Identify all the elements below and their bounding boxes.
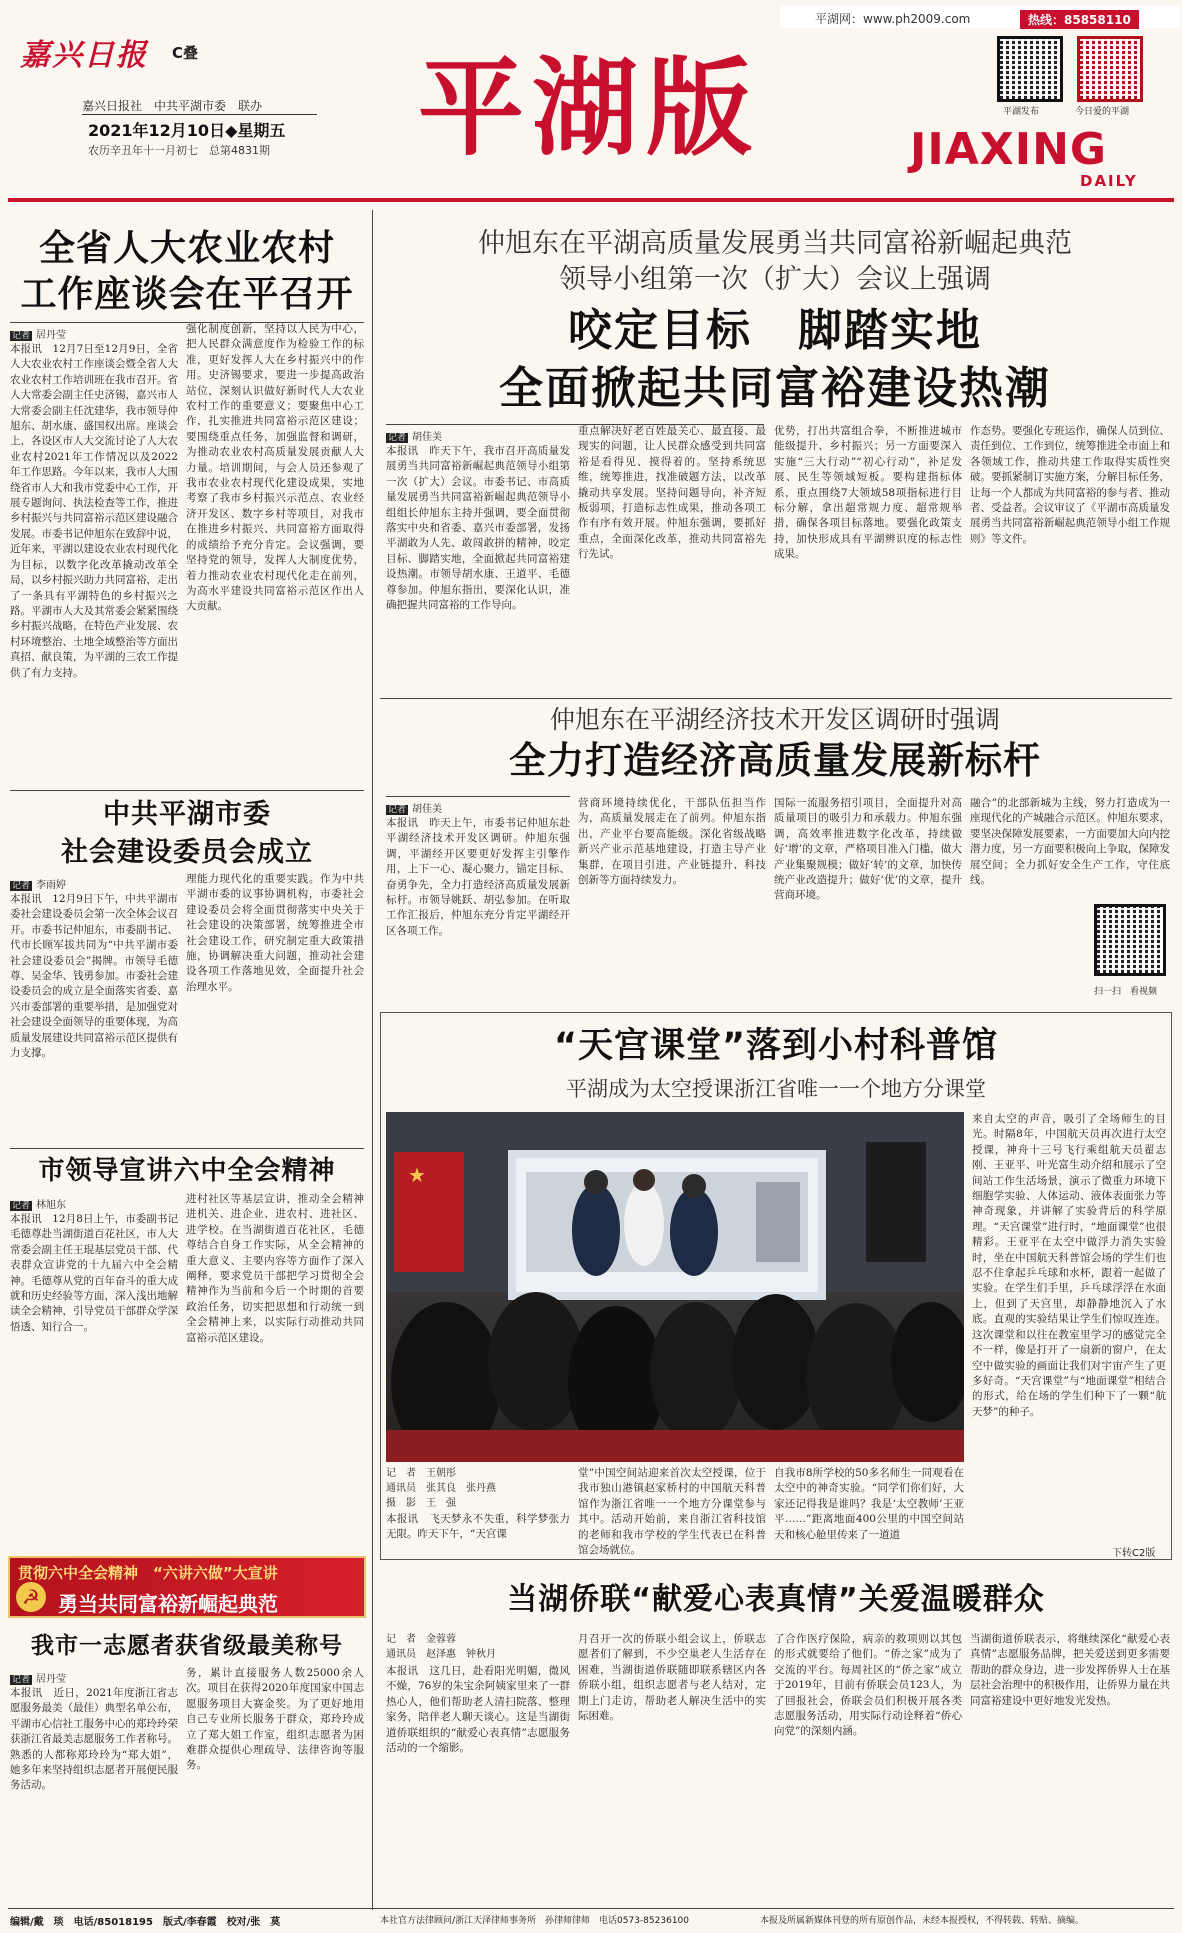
campaign-banner bbox=[8, 1556, 366, 1618]
footer-rule bbox=[8, 1908, 1174, 1909]
article-body: 营商环境持续优化，干部队伍担当作为，高质量发展走在了前列。仲旭东指出，产业平台要高能级。深化省级战略新兴产业示范基地建设，打造主导产业集群，在项目引进、产业链提升、科技创新等方面持续发力。 bbox=[578, 797, 766, 887]
date-rule bbox=[82, 114, 317, 115]
divider bbox=[386, 796, 570, 797]
article-body: 来自太空的声音，吸引了全场师生的目光。时隔8年，中国航天员再次进行太空授课，神舟十三号飞行乘组航天员翟志刚、王亚平、叶光富生动介绍和展示了空间站工作生活场景，演示了微重力环境下细胞学实验、人体运动、液体表面张力等神奇现象，并讲解了实验背后的科学原理。“天宫课堂”进行时，“地面课堂”也很精彩。王亚平在太空中做浮力消失实验时，坐在中国航天科普馆会场的学生们也忍不住拿起乒乓球和水杯，跟着一起做了实验。在学生们手里，乒乓球浮浮在水面上，但到了天宫里，却静静地沉入了水底。直观的实验结果让学生们惊叹连连。这次课堂和以往在教室里学习的感觉完全不一样，像是打开了一扇新的窗户，在太空中做实验的画面让我们对宇宙产生了更多好奇。“天宫课堂”与“地面课堂”相结合的形式，给在场的学生们种下了一颗“航天梦”的种子。 bbox=[972, 1113, 1166, 1418]
brand-en: JIAXING bbox=[910, 124, 1108, 175]
byline: 记者 林旭东 bbox=[12, 1200, 67, 1211]
banner-line1: 贯彻六中全会精神 “六讲六做”大宣讲 bbox=[18, 1564, 278, 1582]
footer-notice: 本报及所属新媒体刊登的所有原创作品，未经本报授权，不得转载、转贴、摘编。 bbox=[760, 1916, 1085, 1926]
kicker: 仲旭东在平湖高质量发展勇当共同富裕新崛起典范 领导小组第一次（扩大）会议上强调 bbox=[478, 228, 1072, 295]
brand-en-sub: DAILY bbox=[1080, 172, 1138, 190]
column-divider bbox=[372, 210, 373, 1910]
footer-address: 本社官方法律顾问/浙江天泽律师事务所 孙律师律师 电话0573-85236100 bbox=[380, 1916, 689, 1926]
continue-note: 下转C2版 bbox=[1112, 1548, 1156, 1559]
footer-editors: 编辑/戴 琰 电话/85018195 版式/李春霞 校对/张 莫 bbox=[10, 1917, 281, 1928]
byline: 记者 李雨婷 bbox=[12, 880, 67, 891]
qr-caption: 平湖发布 bbox=[1003, 107, 1040, 117]
byline: 记者 居丹莹 bbox=[12, 1674, 67, 1685]
qr-code-icon[interactable] bbox=[997, 36, 1063, 102]
byline: 记 者 王朝彤 通讯员 张其良 张丹燕 摄 影 王 强 bbox=[386, 1468, 496, 1509]
article-body: 了合作医疗保险，病亲的救项则以其包的形式就要给了他们。“侨之家”成为了交流的平台。每周社区的“侨之家”成立于2019年，目前有侨联会员123人，为了回报社会，侨联会员们积极开展各类志愿服务活动，用实际行动诠释着“侨心向党”的深刻内涵。 bbox=[774, 1633, 962, 1738]
article-body: 强化制度创新，坚持以人民为中心，把人民群众满意度作为检验工作的标准，更好发挥人大在乡村振兴中的作用。史济锡要求，要进一步提高政治站位，深刻认识做好新时代人大农业农村工作的重要意义；要聚焦中心工作，扎实推进共同富裕示范区建设；要围绕重点任务，加强监督和调研，为推动农业农村高质量发展贡献人大力量。培训期间，与会人员还参观了我市农业农村现代化建设成果，实地考察了我市乡村振兴示范点、农业经济开发区、数字乡村等项目，对我市在推进乡村振兴、共同富裕方面取得的成绩给予充分肯定。会议强调，要坚持党的领导，发挥人大制度优势，着力推动农业农村现代化走在前列，为高水平建设共同富裕示范区作出人大贡献。 bbox=[186, 323, 364, 613]
sponsors: 嘉兴日报社 中共平湖市委 联办 bbox=[82, 99, 263, 113]
article-body: 国际一流服务招引项目，全面提升对高质量项目的吸引力和承载力。仲旭东强调，高效率推进数字化改革，持续做好‘增’的文章，严格项目准入门槛，做大产业集聚规模；做好‘转’的文章，加快传统产业改造提升；做好‘优’的文章，提升营商环境。 bbox=[774, 797, 962, 902]
divider bbox=[380, 698, 1172, 699]
divider bbox=[10, 790, 364, 791]
lunar-date: 农历辛丑年十一月初七 总第4831期 bbox=[88, 144, 270, 157]
article-body: 本报讯 昨天下午，我市召开高质量发展勇当共同富裕新崛起典范领导小组第一次（扩大）会议。市委书记、市高质量发展勇当共同富裕新崛起典范领导小组组长仲旭东主持并强调，要全面贯彻落实中央和省委、嘉兴市委部署，发扬平湖敢为人先、敢闯敢拼的精神，咬定目标、脚踏实地，全面掀起共同富裕建设热潮。市领导胡水康、王道平、毛德尊参加。仲旭东指出，要深化认识，准确把握共同富裕的工作导向。 bbox=[386, 445, 570, 612]
article-body: 当湖街道侨联表示，将继续深化“献爱心表真情”志愿服务品牌，把关爱送到更多需要帮助的群众身边，进一步发挥侨界人士在基层社会治理中的积极作用，让侨界力量在共同富裕建设中更好地发光发热。 bbox=[970, 1633, 1170, 1707]
photo-illustration bbox=[386, 1112, 964, 1462]
headline: 当湖侨联“献爱心表真情”关爱温暖群众 bbox=[507, 1582, 1045, 1617]
byline: 记 者 金蓉蓉 通讯员 赵泽惠 钟秋月 bbox=[386, 1634, 496, 1660]
main-headline: 咬定目标 脚踏实地 全面掀起共同富裕建设热潮 bbox=[499, 305, 1051, 414]
article-body: 作态势。要强化专班运作，确保人员到位、责任到位、工作到位，统筹推进全市面上和各领域工作，推动共建工作取得实质性突破。要抓紧制订实施方案，分解目标任务，让每一个人都成为共同富裕的参与者、推动者、受益者。会议审议了《平湖市高质量发展勇当共同富裕新崛起典范领导小组工作规则》等文件。 bbox=[970, 425, 1170, 545]
article-body: 本报讯 这几日，赴看阳光明媚，微风不燥，76岁的朱宝余阿姨家里来了一群热心人，他们帮助老人清扫院落、整理家务，陪伴老人聊天谈心。这是当湖街道侨联组织的“献爱心表真情”志愿服务活动的一个缩影。 bbox=[386, 1665, 570, 1755]
site-url[interactable]: 平湖网：www.ph2009.com bbox=[815, 12, 971, 26]
newspaper-logo: 嘉兴日报 bbox=[20, 38, 148, 73]
masthead-rule bbox=[8, 198, 1174, 202]
qr-caption: 扫一扫 看视频 bbox=[1094, 987, 1158, 997]
article-body: 融合”的北部新城为主线，努力打造成为一座现代化的产城融合示范区。仲旭东要求，要坚决保障发展要素，一方面要加大向内挖潜力度，另一方面要积极向上争取，保障发展空间；全力抓好安全生产工作，守住底线。 bbox=[970, 797, 1170, 887]
article-body: 本报讯 近日，2021年度浙江省志愿服务最美（最佳）典型名单公布，平湖市心信社工服务中心的郑玲玲荣获浙江省最美志愿服务工作者称号。熟悉的人都称郑玲玲为“郑大姐”，她多年来坚持组织志愿者开展便民服务活动。 bbox=[10, 1687, 178, 1792]
edition-tag: C叠 bbox=[172, 44, 199, 62]
byline: 记者 居丹莹 bbox=[12, 330, 67, 341]
qr-code-icon[interactable] bbox=[1077, 36, 1143, 102]
issue-date: 2021年12月10日◆星期五 bbox=[88, 121, 286, 140]
article-body: 本报讯 12月7日至12月9日，全省人大农业农村工作座谈会暨全省人大农业农村工作培训班在我市召开。省人大常委会副主任史济锡，嘉兴市人大常委会副主任沈建华，我市领导仲旭东、胡水康、盛国权出席。座谈会上，各设区市人大交流讨论了人大农业农村2021年工作情况以及2022年工作思路。今年以来，我市人大围绕省市人大和我市党委中心工作，开展专题询问、执法检查等工作，推进乡村振兴与共同富裕示范区建设融合发展。市委书记仲旭东在致辞中说，近年来，平湖以建设农业农村现代化为目标，以数字化改革撬动改革全局，以乡村振兴助力共同富裕，走出了一条具有平湖特色的乡村振兴之路。平湖市人大及其常委会紧紧围绕乡村振兴战略，在特色产业发展、农村环境整治、土地全域整治等方面出真招、献良策，为平湖的三农工作提供了有力支持。 bbox=[10, 343, 178, 679]
byline: 记者 胡佳美 bbox=[388, 432, 443, 443]
qr-code-icon[interactable] bbox=[1094, 904, 1166, 976]
banner-icon: ☭ bbox=[16, 1582, 46, 1612]
subheadline: 平湖成为太空授课浙江省唯一一个地方分课堂 bbox=[566, 1077, 986, 1101]
divider bbox=[10, 1148, 364, 1149]
headline: 全力打造经济高质量发展新标杆 bbox=[509, 739, 1041, 782]
headline: 市领导宣讲六中全会精神 bbox=[38, 1156, 336, 1186]
article-body: 务，累计直接服务人数25000余人次。项目在获得2020年度国家中国志愿服务项目大赛金奖。为了更好地用自己专业所长服务于群众，郑玲玲成立了郑大姐工作室，组织志愿者为困难群众提供心理疏导、法律咨询等服务。 bbox=[186, 1667, 364, 1772]
article-body: 堂”中国空间站迎来首次太空授课，位于我市独山港镇赵家桥村的中国航天科普馆作为浙江省唯一一个地方分课堂参与其中。活动开始前，来自浙江省科技馆的老师和我市学校的学生代表已在科普馆会场就位。 bbox=[578, 1467, 766, 1557]
headline: 全省人大农业农村 工作座谈会在平召开 bbox=[20, 228, 354, 315]
article-body: 重点解决好老百姓最关心、最直接、最现实的问题，让人民群众感受到共同富裕是看得见、摸得着的。坚持系统思维，统筹推进，找准破题方法，以改革撬动共享发展。坚持问题导向，补齐短板弱项，打造标志性成果，推动各项工作有序有效开展。仲旭东强调，要抓好重点，全面深化改革，推动共同富裕先行先试。 bbox=[578, 425, 766, 561]
byline: 记者 胡佳美 bbox=[388, 804, 443, 815]
photo-classroom bbox=[386, 1112, 964, 1462]
article-body: 优势，打出共富组合拳，不断推进城市能级提升、乡村振兴；另一方面要深入实施“三大行动”“初心行动”，补足发展、民生等领域短板。要构建指标体系，重点围绕7大领域58项指标进行目标分解，拿出超常规力度、超常规举措，确保各项目标落地。要强化政策支持，加快形成具有平湖辨识度的标志性成果。 bbox=[774, 425, 962, 561]
article-body bbox=[970, 900, 1090, 1004]
article-body: 自我市8所学校的50多名师生一同观看在太空中的神奇实验。“同学们你们好，大家还记得我是谁吗？我是‘太空教师’王亚平……”距离地面400公里的中国空间站天和核心舱里传来了一道道 bbox=[774, 1467, 964, 1541]
article-body: 本报讯 飞天梦永不失重，科学梦张力无限。昨天下午，“天宫课 bbox=[386, 1513, 570, 1541]
hotline: 热线：85858110 bbox=[1020, 10, 1139, 29]
banner-line2: 勇当共同富裕新崛起典范 bbox=[58, 1592, 278, 1616]
edition-title: 平湖版 bbox=[418, 45, 760, 170]
kicker: 仲旭东在平湖经济技术开发区调研时强调 bbox=[549, 705, 1000, 734]
headline: 中共平湖市委 社会建设委员会成立 bbox=[61, 799, 313, 868]
article-body: 本报讯 12月8日上午，市委副书记毛德尊赴当湖街道百花社区，市人大常委会副主任王琨基层党员干部、代表群众宣讲党的十九届六中全会精神。毛德尊从党的百年奋斗的重大成就和历史经验等方面，深入浅出地解读全会精神，引导党员干部群众学深悟透、知行合一。 bbox=[10, 1213, 178, 1333]
article-body: 进村社区等基层宣讲，推动全会精神进机关、进企业、进农村、进社区、进学校。在当湖街道百花社区，毛德尊结合自身工作实际，从全会精神的重大意义、主要内容等方面作了深入阐释，要求党员干部把学习贯彻全会精神作为当前和今后一个时期的首要政治任务，切实把思想和行动统一到全会精神上来，以实际行动推动共同富裕示范区建设。 bbox=[186, 1193, 364, 1344]
article-body: 月召开一次的侨联小组会议上，侨联志愿者们了解到，不少空巢老人生活存在困难，当湖街道侨联随即联系辖区内各侨联小组，组织志愿者与老人结对，定期上门走访，帮助老人解决生活中的实际困难。 bbox=[578, 1633, 766, 1723]
article-body: 本报讯 12月9日下午，中共平湖市委社会建设委员会第一次全体会议召开。市委书记仲旭东，市委副书记、代市长顾军拔共同为“中共平湖市委社会建设委员会”揭牌。市领导毛德尊、吴金华、钱勇参加。市委社会建设委员会的成立是全面落实省委、嘉兴市委部署的重要举措，是加强党对社会建设全面领导的重要体现，为高质量发展建设共同富裕示范区提供有力支撑。 bbox=[10, 893, 178, 1060]
qr-caption: 今日爱的平湖 bbox=[1075, 107, 1130, 117]
article-body: 本报讯 昨天上午，市委书记仲旭东赴平湖经济技术开发区调研。仲旭东强调，平湖经开区要更好发挥主引擎作用，上下一心、凝心聚力，锚定目标、奋勇争先，全力打造经济高质量发展新标杆。市领导姚跃、胡弘参加。在听取工作汇报后，仲旭东充分肯定平湖经开区各项工作。 bbox=[386, 817, 570, 937]
article-body: 理能力现代化的重要实践。作为中共平湖市委的议事协调机构，市委社会建设委员会将全面贯彻落实中央关于社会建设的决策部署，统筹推进全市社会建设工作，研究制定重大政策措施，协调解决重大问题，推动社会建设各项工作落地见效，全面提升社会治理水平。 bbox=[186, 873, 364, 993]
headline: “天宫课堂”落到小村科普馆 bbox=[553, 1026, 998, 1066]
masthead bbox=[0, 0, 1182, 200]
headline: 我市一志愿者获省级最美称号 bbox=[31, 1633, 343, 1659]
svg-text:★: ★ bbox=[408, 1163, 426, 1187]
